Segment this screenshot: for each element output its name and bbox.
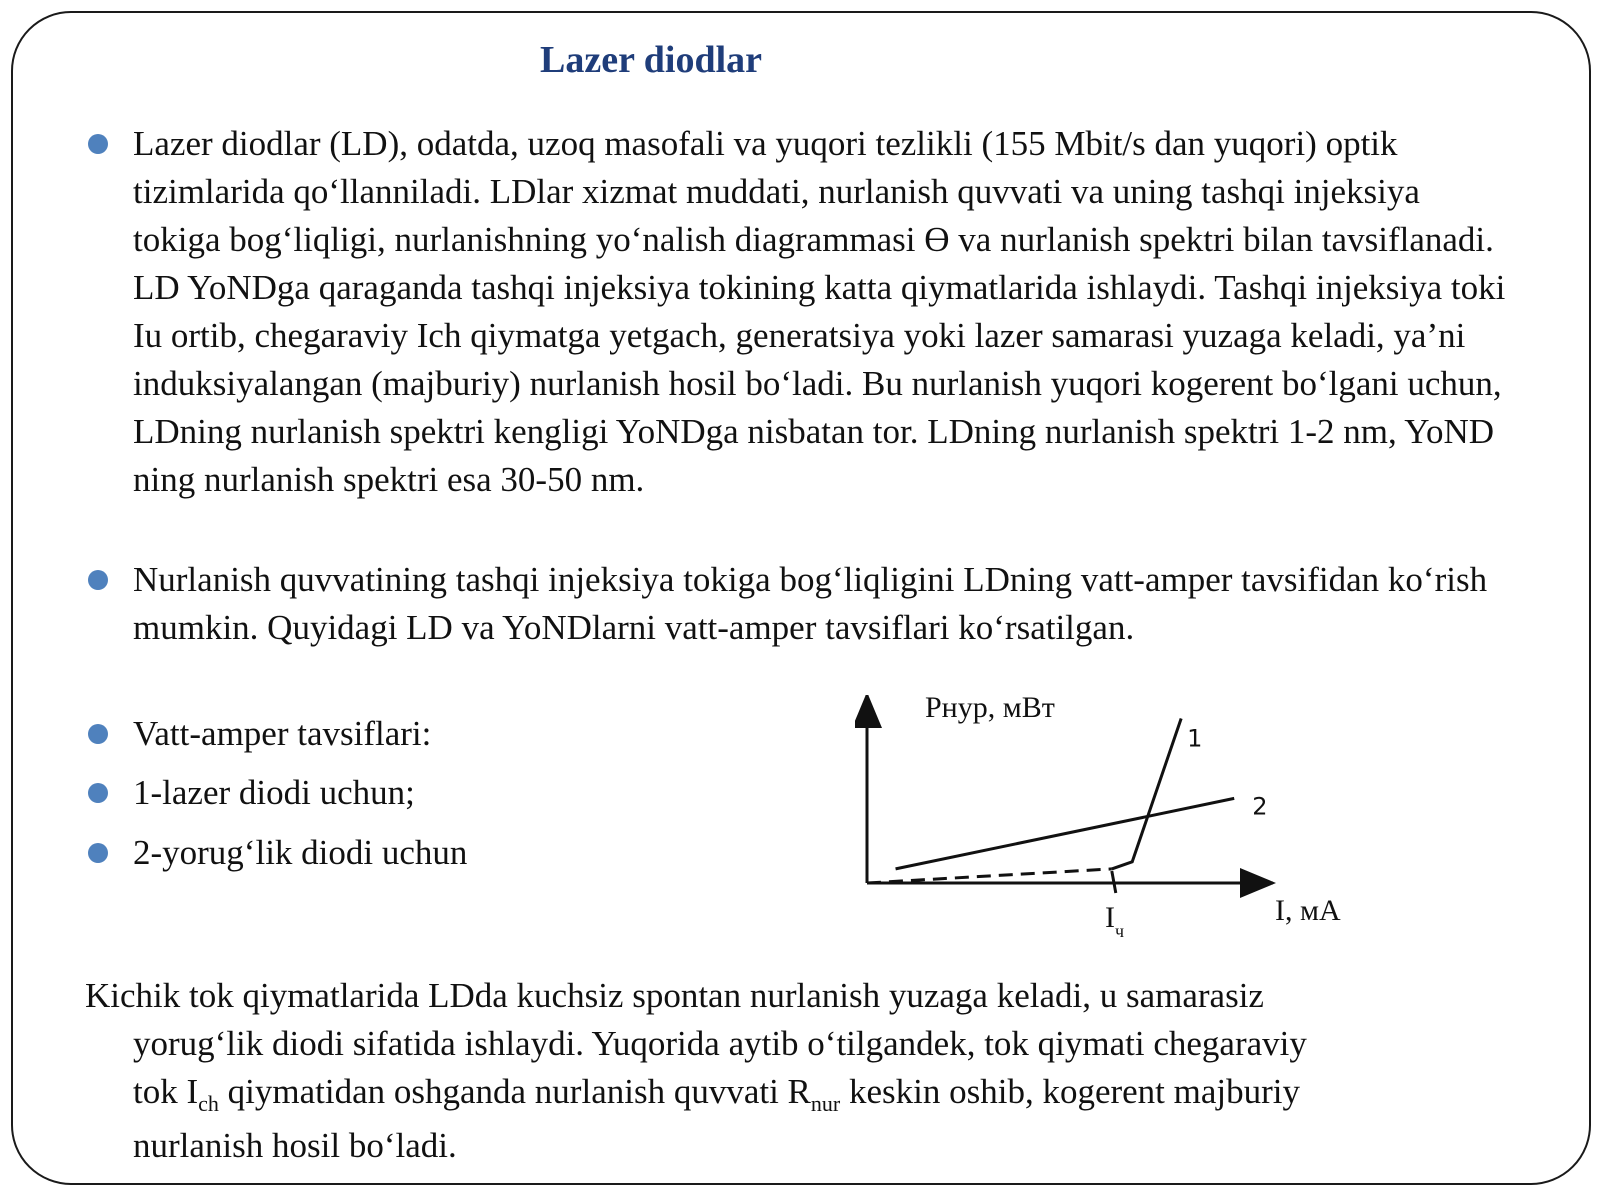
bullet-text: Lazer diodlar (LD), odatda, uzoq masofali va yuqori tezlikli (155 Mbit/s dan yuqori) optik tizimlarida qo‘llanniladi. LDlar xizmat muddati, nurlanish quvvati va uning tashqi injeksiya tokiga bog‘liqligi, nurlanishning yo‘nalish diagrammasi Ɵ va nurlanish spektri bilan tavsiflanadi. LD YoNDga qaraganda tashqi injeksiya tokining katta qiymatlarida ishlaydi. Tashqi injeksiya toki Iu ortib, chegaraviy Ich qiymatga yetgach, generatsiya yoki lazer samarasi yuzaga keladi, ya’ni induksiyalangan (majburiy) nurlanish hosil bo‘ladi. Bu nurlanish yuqori kogerent bo‘lgani uchun, LDning nurlanish spektri kengligi YoNDga nisbatan tor. LDning nurlanish spektri 1-2 nm, YoND ning nurlanish spektri esa 30-50 nm. xyxy=(133,124,1506,499)
paragraph-line: Kichik tok qiymatlarida LDda kuchsiz spontan nurlanish yuzaga keladi, u samarasiz xyxy=(85,976,1264,1015)
series-1-spontaneous-line xyxy=(867,869,1112,883)
bullet-item-1 xyxy=(133,120,1513,504)
threshold-tick xyxy=(1112,871,1116,893)
bullet-text: Vatt-amper tavsiflari: xyxy=(133,714,432,753)
paragraph-line: yorug‘lik diodi sifatida ishlaydi. Yuqorida aytib o‘tilgandek, tok qiymati chegaraviy xyxy=(133,1024,1307,1063)
bullet-text: 2-yorug‘lik diodi uchun xyxy=(133,833,468,872)
bullet-dot-icon xyxy=(88,134,108,154)
bullet-dot-icon xyxy=(88,724,108,744)
paragraph-line: nurlanish hosil bo‘ladi. xyxy=(133,1126,457,1165)
bullet-dot-icon xyxy=(88,783,108,803)
bullet-item-5 xyxy=(133,829,733,877)
bullet-dot-icon xyxy=(88,570,108,590)
vatt-amper-chart xyxy=(855,695,1375,955)
paragraph-line: tok $I_{ch}$ qiymatidan oshganda nurlanish quvvati $R_{nur}$ keskin oshib, kogerent majburiy xyxy=(133,1072,1301,1116)
bullet-text: 1-lazer diodi uchun; xyxy=(133,773,415,812)
bullet-item-3 xyxy=(133,710,733,758)
series-1-laser-line xyxy=(1112,719,1181,869)
bottom-paragraph xyxy=(85,972,1505,1170)
series-2-label: 2 xyxy=(1252,792,1268,821)
threshold-label: $I_ч$ xyxy=(1105,901,1125,941)
bullet-dot-icon xyxy=(88,843,108,863)
bullet-text: Nurlanish quvvatining tashqi injeksiya tokiga bog‘liqligini LDning vatt-amper tavsifidan ko‘rish mumkin. Quyidagi LD va YoNDlarni vatt-amper tavsiflari ko‘rsatilgan. xyxy=(133,560,1488,647)
x-axis-label: I, мА xyxy=(1275,894,1341,927)
series-2-led-line xyxy=(896,798,1235,869)
y-axis-label: Pнур, мВт xyxy=(925,695,1055,724)
slide-title: Lazer diodlar xyxy=(540,39,763,81)
series-1-label: 1 xyxy=(1187,724,1203,753)
bullet-item-2 xyxy=(133,556,1513,652)
bullet-item-4 xyxy=(133,769,733,817)
